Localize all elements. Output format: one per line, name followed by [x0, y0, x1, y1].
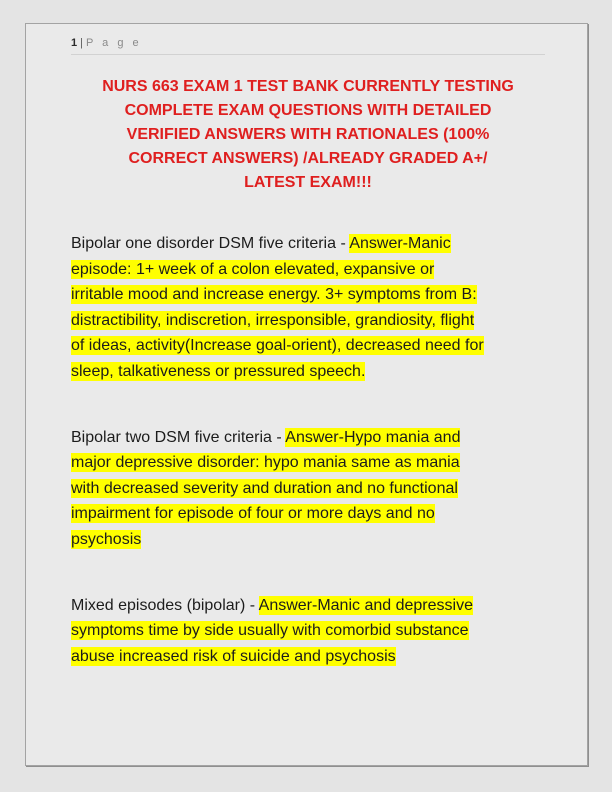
text-line: [71, 282, 545, 308]
body-paragraphs: [71, 231, 545, 669]
text-line: [71, 618, 545, 644]
answer-highlight: abuse increased risk of suicide and psychosis: [71, 647, 396, 665]
question-text: Bipolar two DSM five criteria -: [71, 428, 286, 446]
answer-highlight: Answer-Manic: [349, 235, 451, 252]
answer-highlight: irritable mood and increase energy. 3+ symptoms from B:: [71, 286, 477, 304]
answer-highlight: symptoms time by side usually with comorbid substance: [71, 622, 469, 640]
answer-highlight: impairment for episode of four or more days and no: [71, 505, 435, 523]
text-line: [71, 527, 545, 553]
question-paragraph: [71, 231, 545, 385]
answer-highlight: sleep, talkativeness or pressured speech.: [71, 362, 366, 380]
title-line: NURS 663 EXAM 1 TEST BANK CURRENTLY TESTING: [102, 78, 514, 95]
page-header: [71, 36, 545, 55]
answer-highlight: Answer-Manic and depressive: [258, 596, 473, 614]
title-line: COMPLETE EXAM QUESTIONS WITH DETAILED: [124, 102, 492, 119]
text-line: [71, 333, 545, 359]
text-line: [71, 644, 545, 670]
answer-highlight: Answer-Hypo mania and: [285, 428, 461, 446]
question-text: Bipolar one disorder DSM five criteria -: [71, 235, 350, 252]
question-text: Mixed episodes (bipolar) -: [71, 596, 259, 614]
answer-highlight: episode: 1+ week of a colon elevated, expansive or: [71, 260, 435, 278]
title-line: CORRECT ANSWERS) /ALREADY GRADED A+/: [128, 150, 488, 167]
document-page: [25, 23, 588, 766]
answer-highlight: psychosis: [71, 530, 142, 548]
text-line: [71, 450, 545, 476]
text-line: [71, 476, 545, 502]
answer-highlight: with decreased severity and duration and no functional: [71, 479, 458, 497]
question-paragraph: [71, 425, 545, 553]
page-label: P a g e: [85, 37, 142, 49]
text-line: [71, 231, 545, 257]
answer-highlight: of ideas, activity(Increase goal-orient), decreased need for: [71, 337, 484, 355]
header-separator: |: [80, 37, 83, 49]
title-line: VERIFIED ANSWERS WITH RATIONALES (100%: [126, 126, 490, 143]
text-line: [71, 425, 545, 451]
question-paragraph: [71, 593, 545, 670]
text-line: [71, 593, 545, 619]
answer-highlight: major depressive disorder: hypo mania same as mania: [71, 454, 460, 472]
text-line: [71, 501, 545, 527]
text-line: [71, 359, 545, 385]
page-number: 1: [71, 37, 78, 49]
page-title: [71, 75, 545, 195]
text-line: [71, 308, 545, 334]
title-line: LATEST EXAM!!!: [244, 174, 372, 191]
answer-highlight: distractibility, indiscretion, irresponsible, grandiosity, flight: [71, 311, 475, 329]
text-line: [71, 257, 545, 283]
